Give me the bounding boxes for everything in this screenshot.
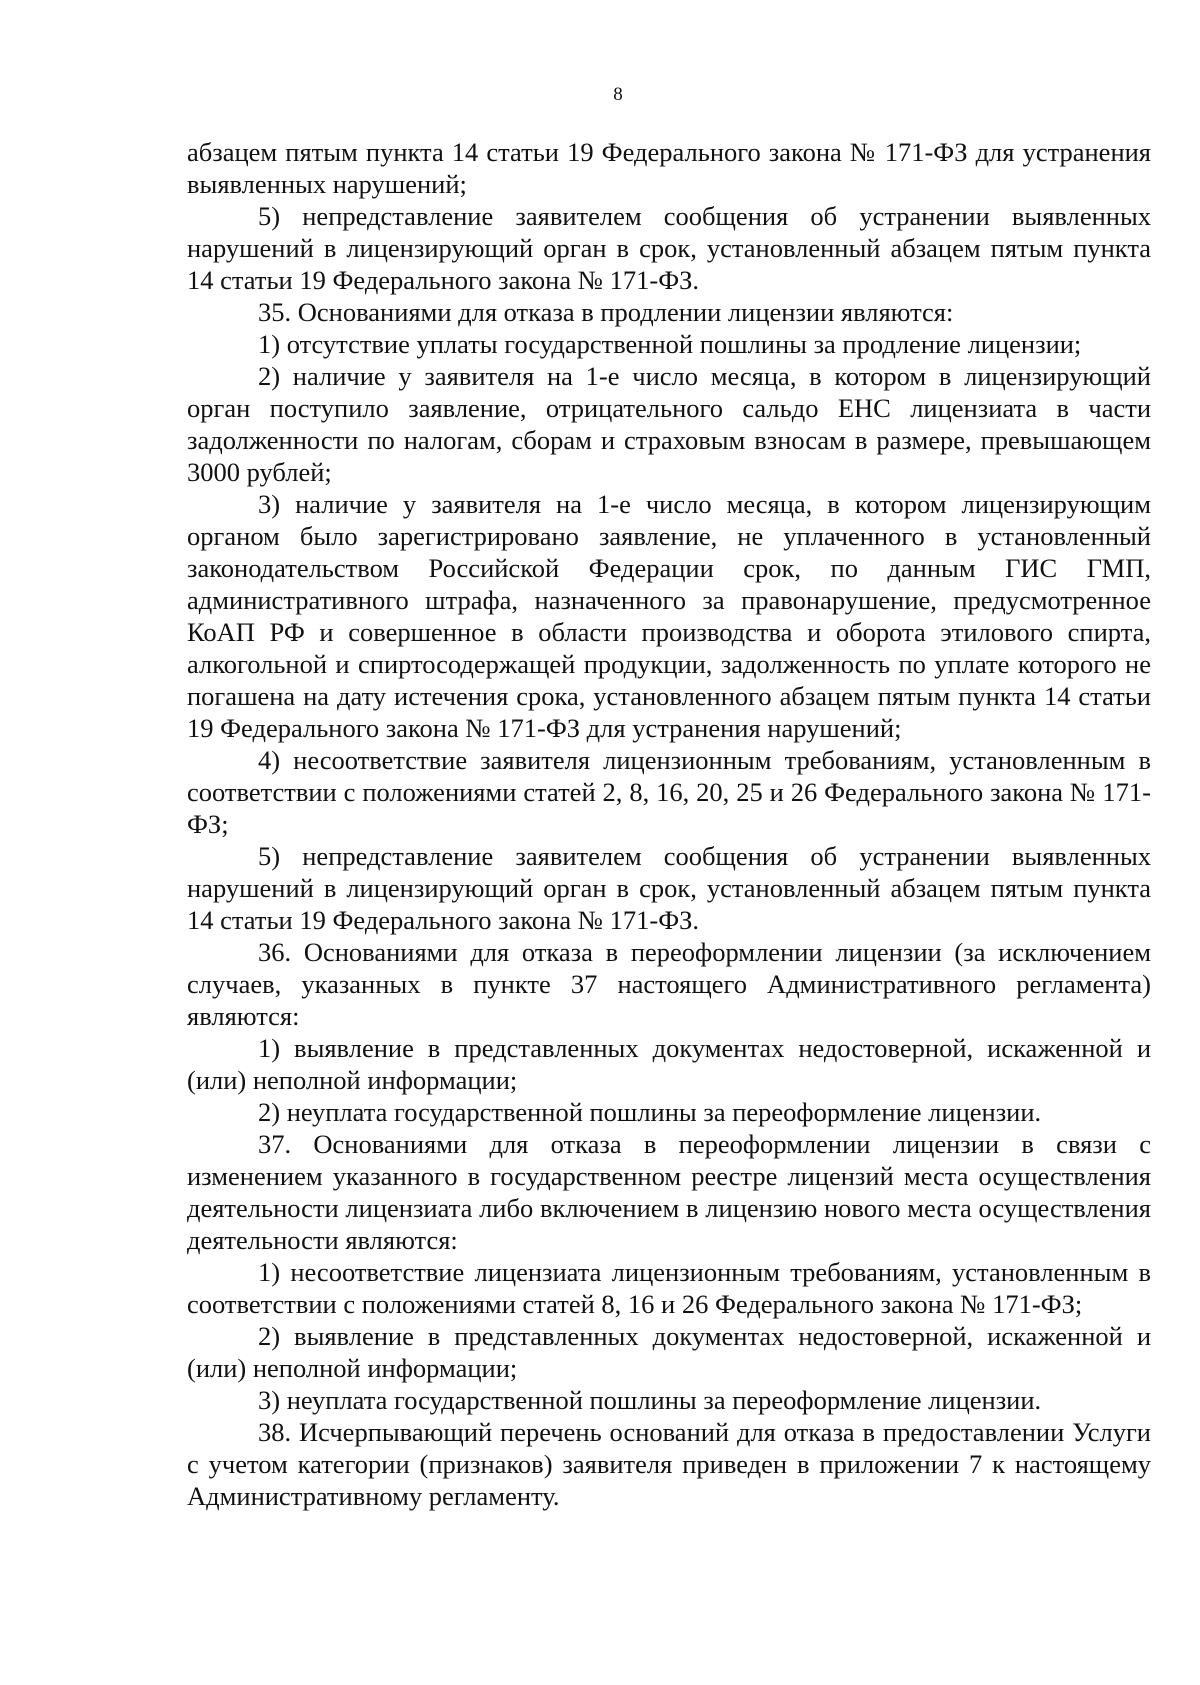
page-number: 8 [613,84,623,105]
paragraph-35-heading: 35. Основаниями для отказа в продлении лицензии являются: [258,297,954,327]
paragraph-35-item-4: 4) несоответствие заявителя лицензионным требованиям, установленным в соответствии с положениями статей 2, 8, 16, 20, 25 и 26 Федерального закона № 171-ФЗ; [187,745,1151,839]
paragraph-37-item-3: 3) неуплата государственной пошлины за переоформление лицензии. [258,1385,1042,1415]
paragraph-35-item-3: 3) наличие у заявителя на 1-е число месяца, в котором лицензирующим органом было зарегистрировано заявление, не уплаченного в установленный законодательством Российской Федерации срок, по данным ГИС ГМП, административного штрафа, назначенного за правонарушение, предусмотренное КоАП РФ и совершенное в области производства и оборота этилового спирта, алкогольной и спиртосодержащей продукции, задолженность по уплате которого не погашена на дату истечения срока, установленного абзацем пятым пункта 14 статьи 19 Федерального закона № 171-ФЗ для устранения нарушений; [187,489,1151,743]
paragraph-35-item-5: 5) непредставление заявителем сообщения об устранении выявленных нарушений в лицензирующий орган в срок, установленный абзацем пятым пункта 14 статьи 19 Федерального закона № 171-ФЗ. [187,841,1151,935]
paragraph-36-item-1: 1) выявление в представленных документах недостоверной, искаженной и (или) неполной информации; [187,1033,1151,1095]
paragraph-continuation: абзацем пятым пункта 14 статьи 19 Федерального закона № 171-ФЗ для устранения выявленных нарушений; [187,137,1151,199]
paragraph-37-item-2: 2) выявление в представленных документах недостоверной, искаженной и (или) неполной информации; [187,1321,1151,1383]
paragraph-37-item-1: 1) несоответствие лицензиата лицензионным требованиям, установленным в соответствии с положениями статей 8, 16 и 26 Федерального закона № 171-ФЗ; [187,1257,1151,1319]
paragraph-37-heading: 37. Основаниями для отказа в переоформлении лицензии в связи с изменением указанного в государственном реестре лицензий места осуществления деятельности лицензиата либо включением в лицензию нового места осуществления деятельности являются: [187,1129,1151,1255]
paragraph-34-item-5: 5) непредставление заявителем сообщения об устранении выявленных нарушений в лицензирующий орган в срок, установленный абзацем пятым пункта 14 статьи 19 Федерального закона № 171-ФЗ. [187,201,1151,295]
paragraph-38: 38. Исчерпывающий перечень оснований для отказа в предоставлении Услуги с учетом категории (признаков) заявителя приведен в приложении 7 к настоящему Административному регламенту. [187,1417,1151,1511]
document-body [187,136,1151,1512]
paragraph-36-item-2: 2) неуплата государственной пошлины за переоформление лицензии. [258,1097,1042,1127]
paragraph-35-item-1: 1) отсутствие уплаты государственной пошлины за продление лицензии; [258,329,1082,359]
paragraph-35-item-2: 2) наличие у заявителя на 1-е число месяца, в котором в лицензирующий орган поступило заявление, отрицательного сальдо ЕНС лицензиата в части задолженности по налогам, сборам и страховым взносам в размере, превышающем 3000 рублей; [187,361,1151,487]
paragraph-36-heading: 36. Основаниями для отказа в переоформлении лицензии (за исключением случаев, указанных в пункте 37 настоящего Административного регламента) являются: [187,937,1151,1031]
